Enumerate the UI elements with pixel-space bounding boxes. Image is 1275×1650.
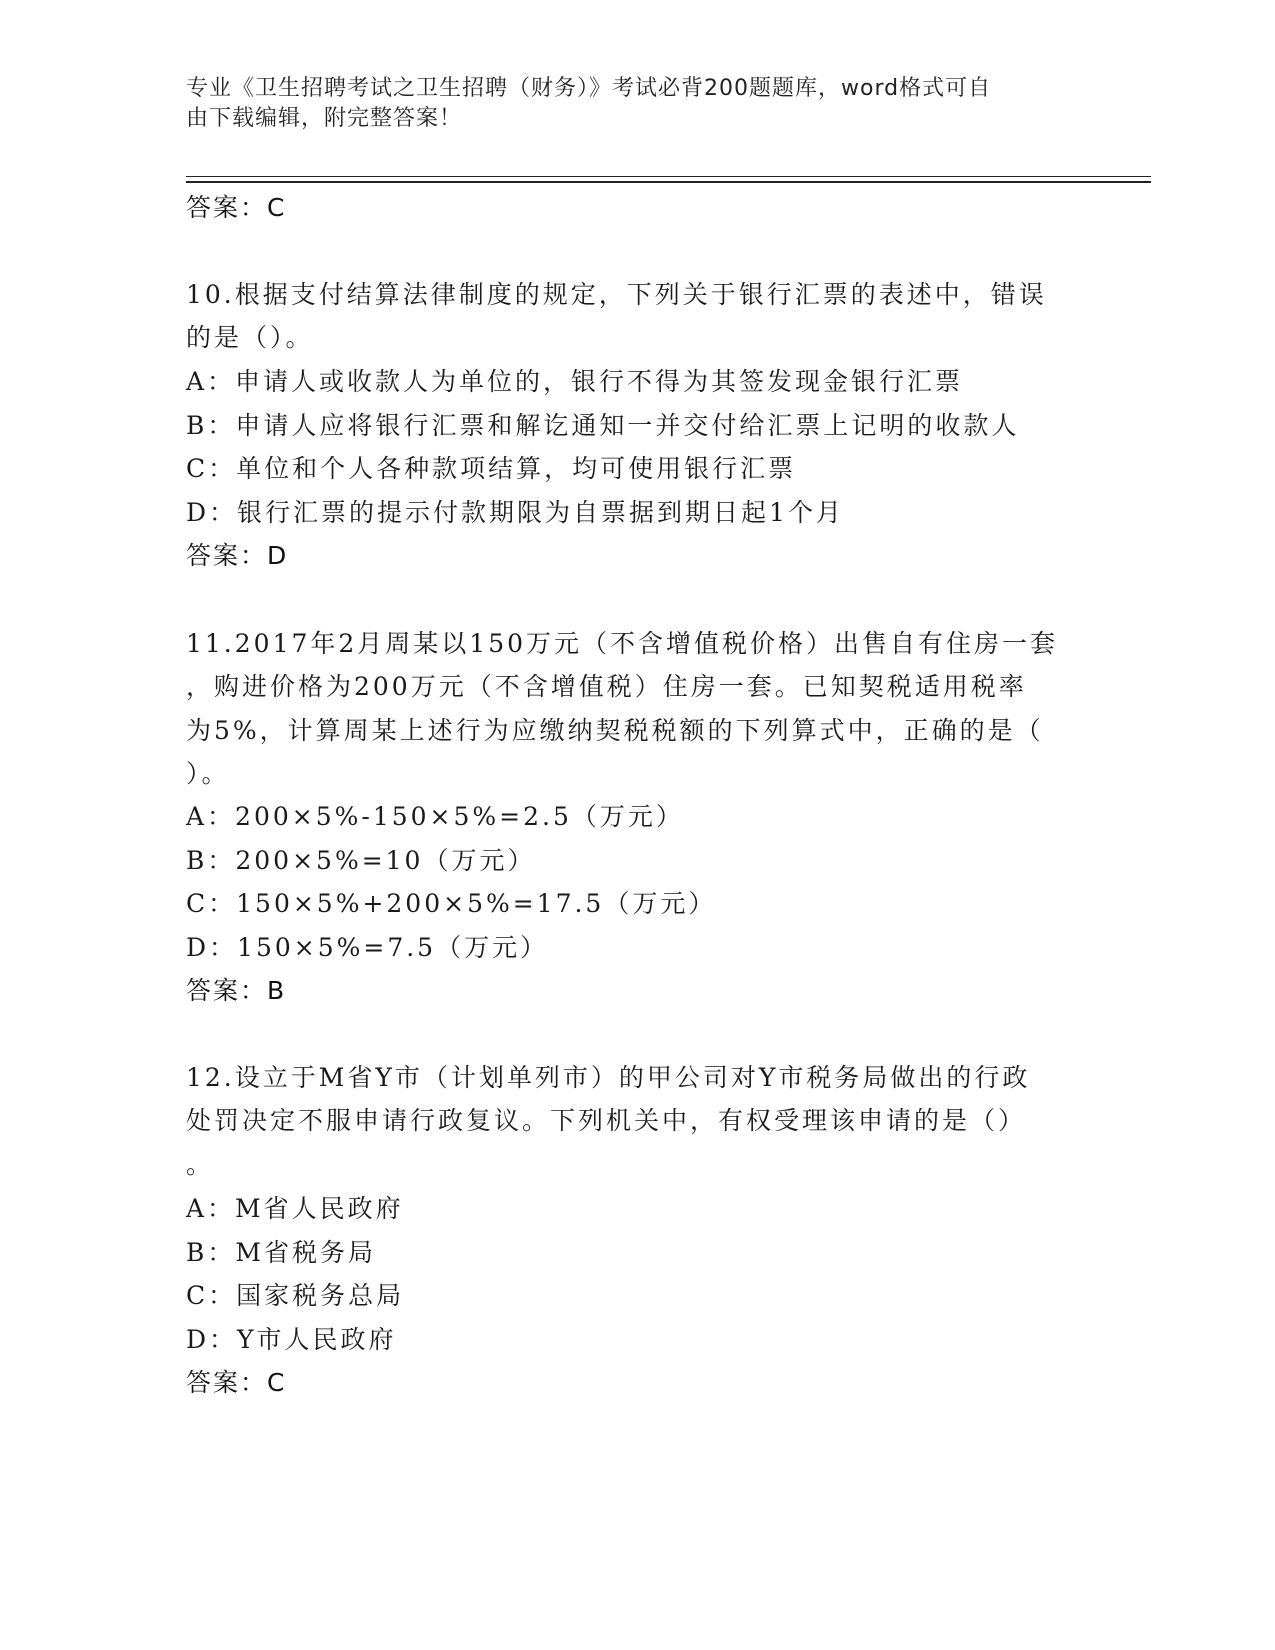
header-line-1: 专业《卫生招聘考试之卫生招聘（财务）》考试必背200题题库，word格式可自 [186, 76, 992, 101]
option-b: B：申请人应将银行汇票和解讫通知一并交付给汇票上记明的收款人 [186, 411, 1020, 440]
answer: 答案：B [186, 976, 287, 1005]
header-divider-thick [186, 181, 1151, 183]
answer: 答案：C [186, 1368, 287, 1397]
question-stem-line: 。 [186, 1150, 215, 1179]
option-c: C：国家税务总局 [186, 1281, 405, 1310]
previous-answer: 答案：C [186, 193, 287, 222]
option-d: D：银行汇票的提示付款期限为自票据到期日起1个月 [186, 498, 844, 527]
answer: 答案：D [186, 541, 289, 570]
question-stem-line: ）。 [186, 759, 230, 788]
header-line-2: 由下载编辑，附完整答案！ [186, 106, 463, 131]
question-stem-line: 12.设立于M省Y市（计划单列市）的甲公司对Y市税务局做出的行政 [186, 1063, 1031, 1092]
option-b: B：200×5%=10（万元） [186, 846, 536, 875]
page-header [186, 74, 1086, 134]
question-stem-line: 的是（）。 [186, 323, 314, 352]
option-a: A：M省人民政府 [186, 1194, 404, 1223]
question-stem-line: 10.根据支付结算法律制度的规定，下列关于银行汇票的表述中，错误 [186, 280, 1047, 309]
option-c: C：150×5%+200×5%=17.5（万元） [186, 889, 717, 918]
option-c: C：单位和个人各种款项结算，均可使用银行汇票 [186, 454, 797, 483]
option-a: A：200×5%-150×5%=2.5（万元） [186, 802, 684, 831]
question-stem-line: 为5%，计算周某上述行为应缴纳契税税额的下列算式中，正确的是（ [186, 716, 1044, 745]
option-d: D：Y市人民政府 [186, 1325, 397, 1354]
option-b: B：M省税务局 [186, 1238, 376, 1267]
question-stem-line: ，购进价格为200万元（不含增值税）住房一套。已知契税适用税率 [186, 672, 1027, 701]
question-stem-line: 11.2017年2月周某以150万元（不含增值税价格）出售自有住房一套 [186, 629, 1059, 658]
question-stem-line: 处罚决定不服申请行政复议。下列机关中，有权受理该申请的是（） [186, 1106, 1027, 1135]
option-a: A：申请人或收款人为单位的，银行不得为其签发现金银行汇票 [186, 367, 964, 396]
header-divider-thin [186, 176, 1151, 177]
option-d: D：150×5%=7.5（万元） [186, 933, 549, 962]
